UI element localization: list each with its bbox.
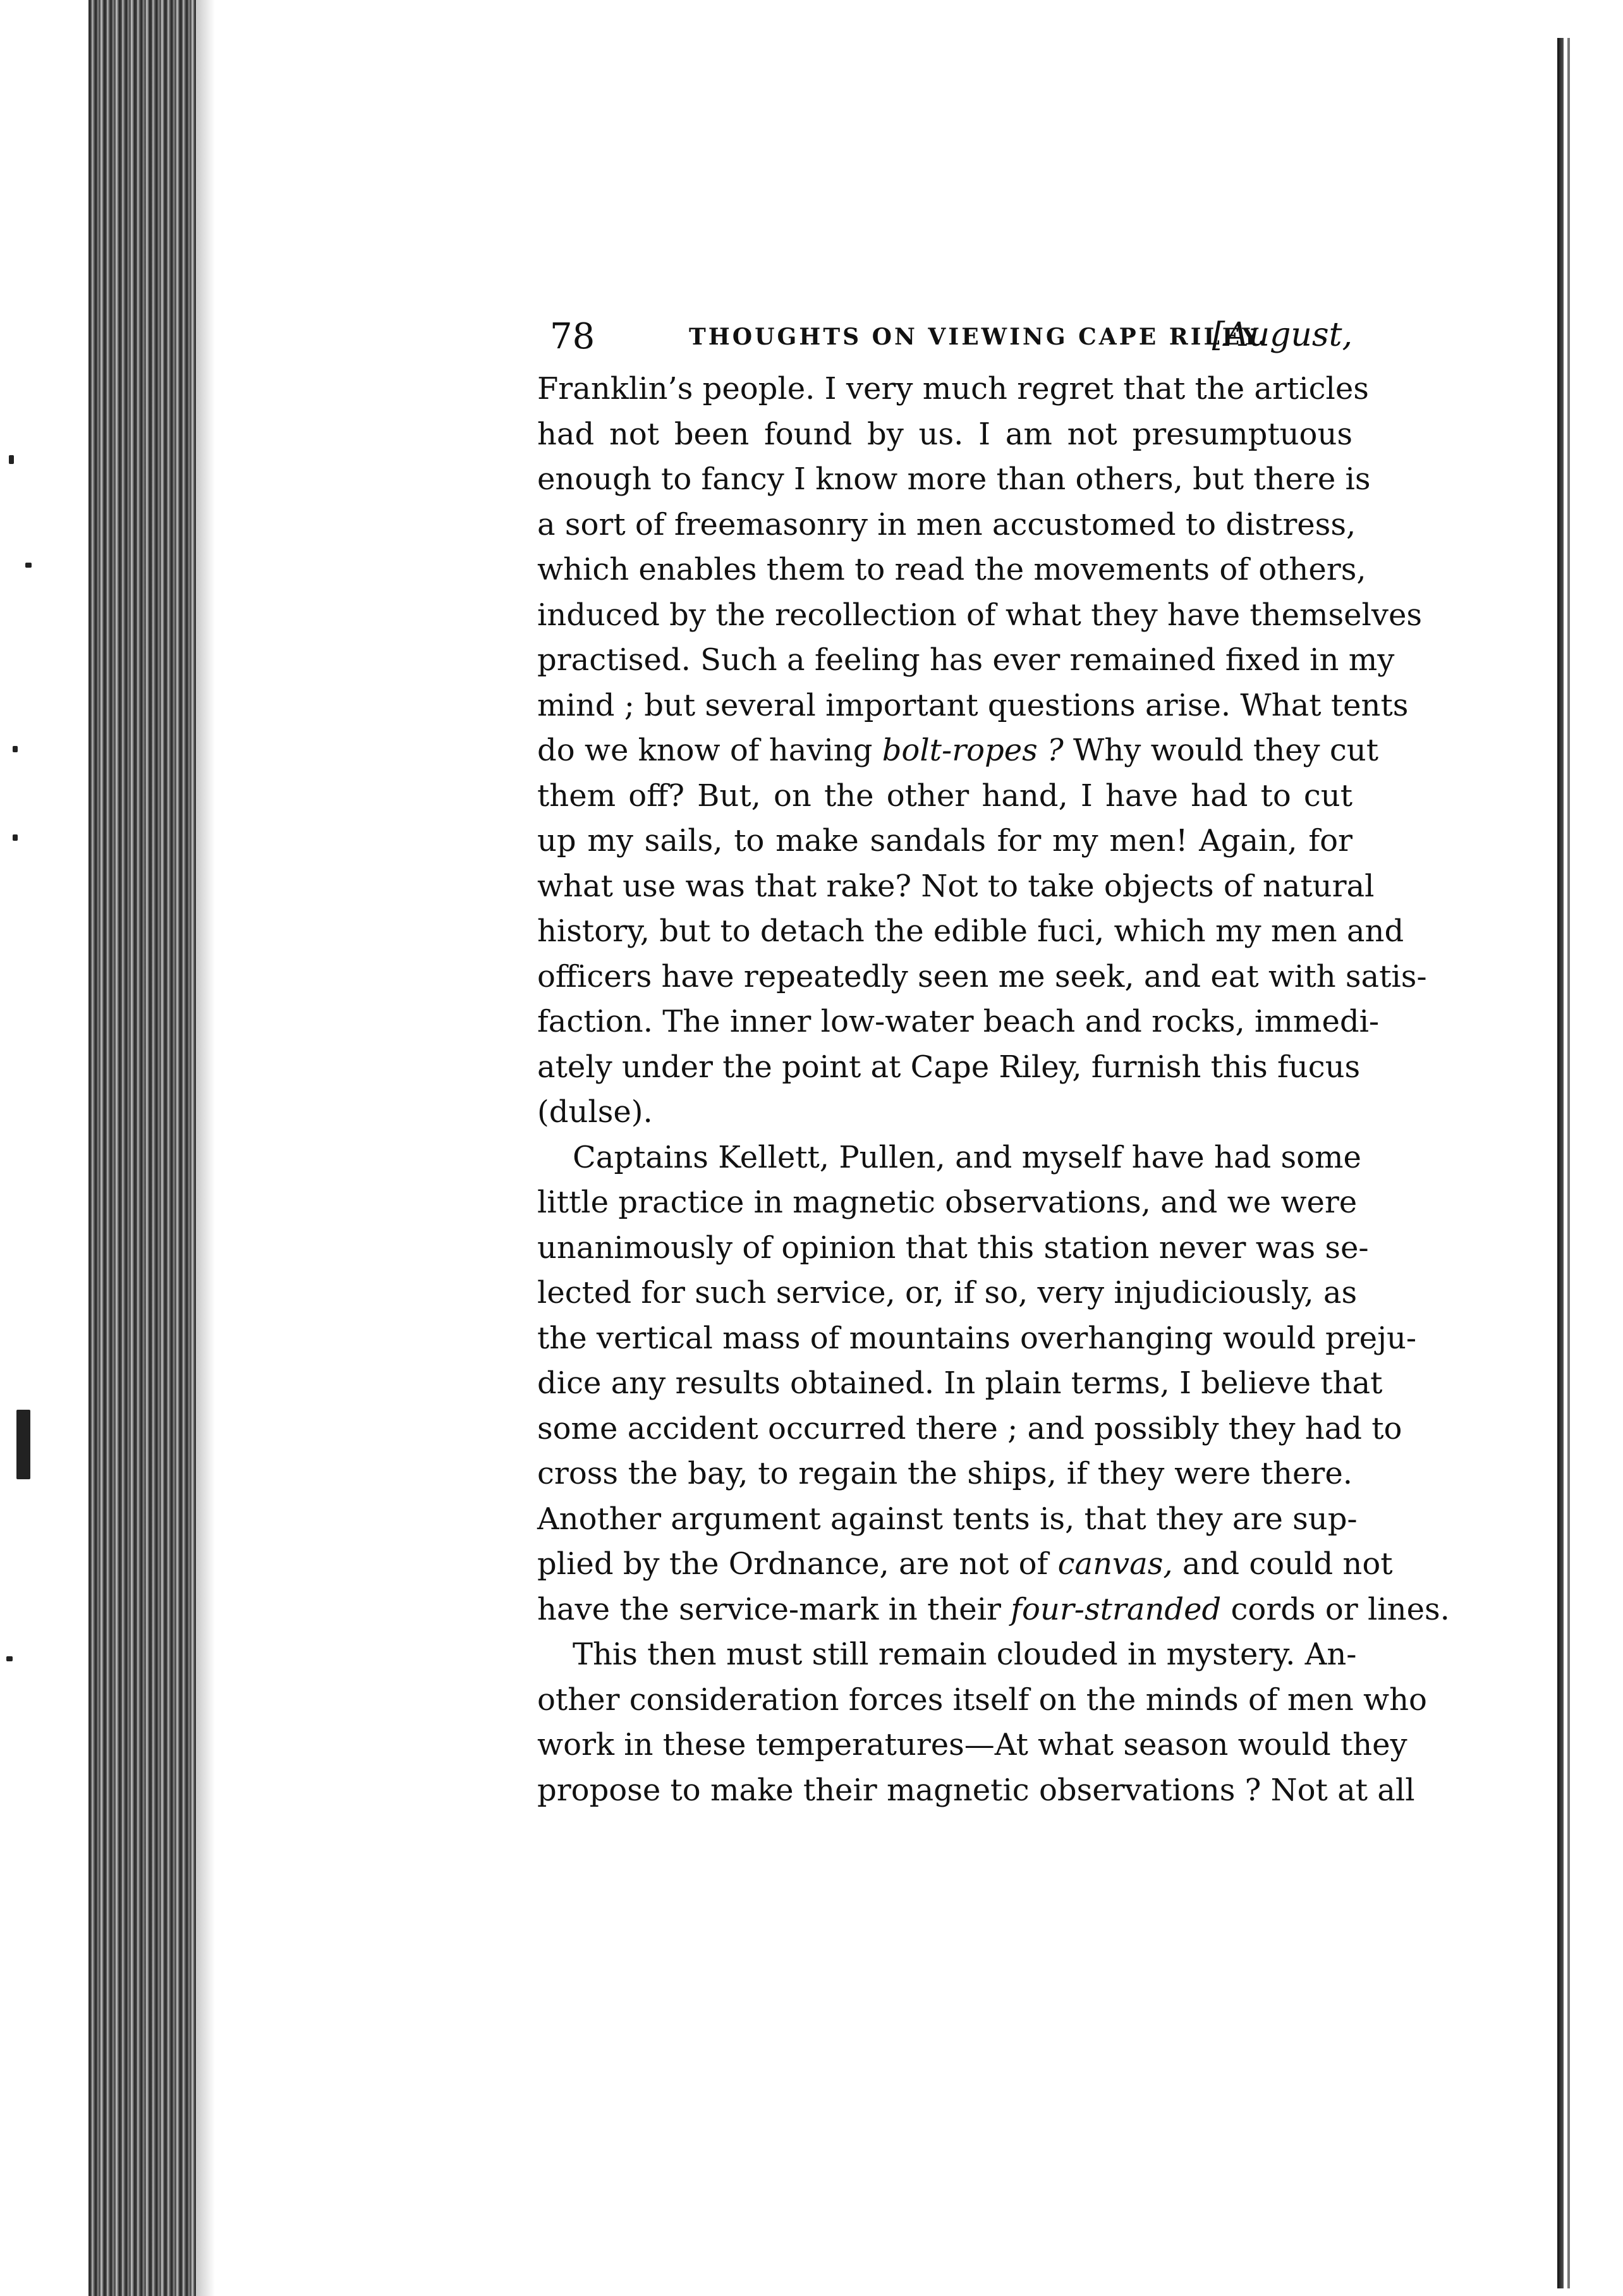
text-line: up my sails, to make sandals for my men! Again, for <box>537 823 1352 858</box>
text-segment: cords or lines. <box>1221 1591 1450 1627</box>
text-line: practised. Such a feeling has ever remained fixed in my <box>537 642 1395 678</box>
text-line: what use was that rake? Not to take objects of natural <box>537 868 1375 904</box>
text-line: induced by the recollection of what they have themselves <box>537 597 1423 633</box>
text-line <box>537 1542 1393 1587</box>
book-page <box>537 316 1450 1813</box>
text-segment: plied by the Ordnance, are not of <box>537 1546 1058 1582</box>
text-line: Another argument against tents is, that they are sup- <box>537 1501 1358 1537</box>
gutter-shadow <box>196 0 215 2296</box>
text-line: had not been found by us. I am not presumptuous <box>537 416 1352 452</box>
paragraph-3 <box>537 1632 1427 1813</box>
text-line: a sort of freemasonry in men accustomed to distress, <box>537 506 1356 542</box>
text-line <box>537 1587 1450 1633</box>
text-line: work in these temperatures—At what season would they <box>537 1727 1407 1762</box>
text-line: faction. The inner low-water beach and rocks, immedi- <box>537 1004 1380 1039</box>
text-line: cross the bay, to regain the ships, if they were there. <box>537 1456 1352 1491</box>
page-number: 78 <box>550 316 595 357</box>
text-line: This then must still remain clouded in mystery. An- <box>573 1637 1357 1672</box>
text-line: lected for such service, or, if so, very injudiciously, as <box>537 1275 1358 1310</box>
text-line: which enables them to read the movements of others, <box>537 552 1366 587</box>
text-line: enough to fancy I know more than others, but there is <box>537 461 1371 497</box>
running-month: [August, <box>1212 316 1352 354</box>
text-line: them off? But, on the other hand, I have had to cut <box>537 778 1352 814</box>
text-line: ately under the point at Cape Riley, furnish this fucus <box>537 1049 1361 1085</box>
paragraph-1 <box>537 367 1427 1135</box>
text-line: dice any results obtained. In plain terms, I believe that <box>537 1365 1383 1401</box>
right-page-border <box>1557 38 1564 2288</box>
text-segment: Why would they cut <box>1063 733 1378 768</box>
text-segment: have the service-mark in their <box>537 1591 1011 1627</box>
text-line: unanimously of opinion that this station never was se- <box>537 1230 1369 1266</box>
running-title: THOUGHTS ON VIEWING CAPE RILEY. <box>689 324 1268 350</box>
text-line: mind ; but several important questions arise. What tents <box>537 687 1409 723</box>
text-segment: and could not <box>1172 1546 1393 1582</box>
text-line: propose to make their magnetic observations ? Not at all <box>537 1772 1415 1808</box>
text-line: some accident occurred there ; and possibly they had to <box>537 1410 1402 1446</box>
italic-term: four-stranded <box>1011 1591 1222 1627</box>
book-page-edge <box>0 0 209 2296</box>
running-head <box>537 316 1352 367</box>
text-segment: do we know of having <box>537 733 882 768</box>
page-stack-edge <box>88 0 209 2296</box>
text-line: history, but to detach the edible fuci, which my men and <box>537 913 1404 949</box>
text-line: Franklin’s people. I very much regret that the articles <box>537 371 1369 406</box>
text-line: officers have repeatedly seen me seek, and eat with satis- <box>537 958 1427 994</box>
text-line: the vertical mass of mountains overhanging would preju- <box>537 1320 1417 1356</box>
text-line: (dulse). <box>537 1094 653 1130</box>
right-page-border-inner <box>1567 38 1570 2288</box>
paragraph-2 <box>537 1135 1450 1633</box>
text-line: little practice in magnetic observations, and we were <box>537 1185 1358 1220</box>
text-line: Captains Kellett, Pullen, and myself have had some <box>573 1139 1361 1175</box>
italic-term: bolt-ropes ? <box>882 733 1064 768</box>
italic-term: canvas, <box>1057 1546 1173 1582</box>
text-line <box>537 728 1378 774</box>
text-line: other consideration forces itself on the minds of men who <box>537 1682 1427 1718</box>
